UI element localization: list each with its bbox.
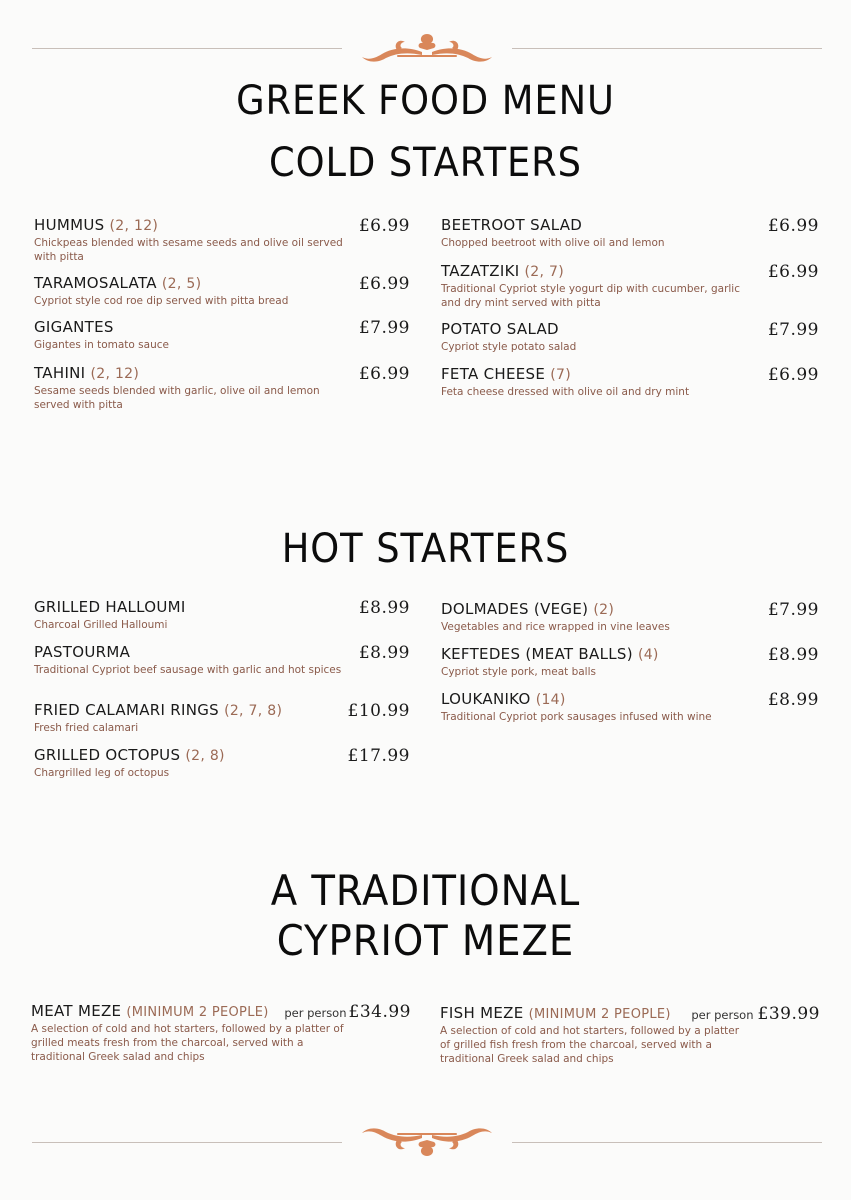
item-description: Traditional Cypriot pork sausages infused with wine — [441, 711, 712, 723]
item-allergens: (7) — [550, 367, 571, 383]
meze-title-line1: A TRADITIONAL — [270, 866, 581, 915]
menu-item-pastourma — [34, 643, 410, 677]
item-name: KEFTEDES (MEAT BALLS) — [441, 645, 633, 663]
item-name: TAZATZIKI — [441, 262, 520, 280]
item-allergens: (2, 5) — [161, 276, 202, 292]
item-allergens: (4) — [637, 647, 659, 663]
item-allergens: (2) — [593, 602, 615, 618]
bottom-ornament — [32, 1122, 822, 1162]
meze-title-line2: CYPRIOT MEZE — [276, 916, 575, 965]
item-allergens: (2, 7, 8) — [224, 703, 283, 719]
item-allergens: (2, 12) — [90, 366, 140, 382]
item-description: A selection of cold and hot starters, followed by a platter of grilled meats fresh from the charcoal, served with a traditional Greek salad and chips — [31, 1023, 344, 1063]
item-price: £7.99 — [767, 600, 819, 620]
item-allergens: (MINIMUM 2 PEOPLE) — [126, 1005, 269, 1020]
item-allergens: (14) — [535, 692, 566, 708]
menu-item-hummus — [34, 216, 410, 264]
item-price: £6.99 — [358, 216, 410, 236]
item-price: £39.99 — [757, 1004, 820, 1024]
item-price: £34.99 — [348, 1002, 411, 1022]
item-name: GRILLED OCTOPUS — [34, 746, 181, 764]
item-name: FETA CHEESE — [441, 365, 546, 383]
menu-item-tazatziki — [441, 262, 819, 310]
item-name: MEAT MEZE — [31, 1002, 122, 1020]
item-name: GIGANTES — [34, 318, 114, 336]
item-description: Cypriot style potato salad — [441, 341, 577, 353]
item-description: Sesame seeds blended with garlic, olive oil and lemon served with pitta — [34, 385, 320, 411]
item-name: LOUKANIKO — [441, 690, 531, 708]
menu-item-gigantes — [34, 318, 410, 352]
item-description: A selection of cold and hot starters, followed by a platter of grilled fish fresh from the charcoal, served with a traditional Greek salad and chips — [440, 1025, 740, 1065]
item-price: £6.99 — [767, 262, 819, 282]
menu-item-beetroot-salad — [441, 216, 819, 250]
item-description: Vegetables and rice wrapped in vine leaves — [441, 621, 670, 633]
item-price: £6.99 — [767, 216, 819, 236]
item-description: Fresh fried calamari — [34, 722, 139, 734]
menu-item-keftedes — [441, 645, 819, 679]
menu-item-feta-cheese — [441, 365, 819, 399]
menu-item-meat-meze — [31, 1002, 411, 1064]
menu-item-taramosalata — [34, 274, 410, 308]
flourish-icon — [337, 28, 517, 68]
item-price: £6.99 — [358, 274, 410, 294]
item-price: £7.99 — [767, 320, 819, 340]
item-description: Gigantes in tomato sauce — [34, 339, 169, 351]
item-name: HUMMUS — [34, 216, 105, 234]
cold-starters-title: COLD STARTERS — [269, 140, 582, 186]
item-name: GRILLED HALLOUMI — [34, 598, 186, 616]
item-allergens: (MINIMUM 2 PEOPLE) — [528, 1007, 671, 1022]
item-allergens: (2, 12) — [109, 218, 159, 234]
item-name: TAHINI — [34, 364, 86, 382]
item-description: Cypriot style cod roe dip served with pitta bread — [34, 295, 289, 307]
menu-item-loukaniko — [441, 690, 819, 724]
item-name: FRIED CALAMARI RINGS — [34, 701, 219, 719]
item-allergens: (2, 7) — [524, 264, 564, 280]
item-description: Charcoal Grilled Halloumi — [34, 619, 168, 631]
item-description: Chickpeas blended with sesame seeds and olive oil served with pitta — [34, 237, 343, 263]
menu-item-dolmades — [441, 600, 819, 634]
item-price: £8.99 — [767, 645, 819, 665]
per-person-label: per person — [284, 1006, 347, 1020]
item-description: Cypriot style pork, meat balls — [441, 666, 596, 678]
item-name: BEETROOT SALAD — [441, 216, 583, 234]
item-price: £6.99 — [767, 365, 819, 385]
item-allergens: (2, 8) — [185, 748, 225, 764]
item-description: Traditional Cypriot style yogurt dip with cucumber, garlic and dry mint served with pitta — [441, 283, 740, 309]
item-price: £6.99 — [358, 364, 410, 384]
menu-item-fish-meze — [440, 1004, 820, 1066]
top-ornament — [32, 28, 822, 68]
page-title: GREEK FOOD MENU — [236, 78, 615, 124]
item-description: Feta cheese dressed with olive oil and dry mint — [441, 386, 690, 398]
item-price: £8.99 — [358, 643, 410, 663]
flourish-icon — [337, 1122, 517, 1162]
item-name: FISH MEZE — [440, 1004, 524, 1022]
item-price-block — [691, 1004, 820, 1024]
item-name: PASTOURMA — [34, 643, 131, 661]
menu-item-tahini — [34, 364, 410, 412]
item-price: £8.99 — [767, 690, 819, 710]
item-price: £10.99 — [347, 701, 410, 721]
hot-starters-title: HOT STARTERS — [281, 526, 570, 572]
item-name: DOLMADES (VEGE) — [441, 600, 589, 618]
item-description: Traditional Cypriot beef sausage with garlic and hot spices — [34, 664, 342, 676]
item-name: TARAMOSALATA — [34, 274, 157, 292]
menu-item-grilled-halloumi — [34, 598, 410, 632]
item-description: Chopped beetroot with olive oil and lemon — [441, 237, 665, 249]
per-person-label: per person — [691, 1008, 754, 1022]
item-name: POTATO SALAD — [441, 320, 559, 338]
item-price: £8.99 — [358, 598, 410, 618]
menu-item-grilled-octopus — [34, 746, 410, 780]
item-price-block — [284, 1002, 411, 1022]
menu-item-fried-calamari — [34, 701, 410, 735]
item-price: £17.99 — [347, 746, 410, 766]
item-description: Chargrilled leg of octopus — [34, 767, 170, 779]
menu-item-potato-salad — [441, 320, 819, 354]
item-price: £7.99 — [358, 318, 410, 338]
